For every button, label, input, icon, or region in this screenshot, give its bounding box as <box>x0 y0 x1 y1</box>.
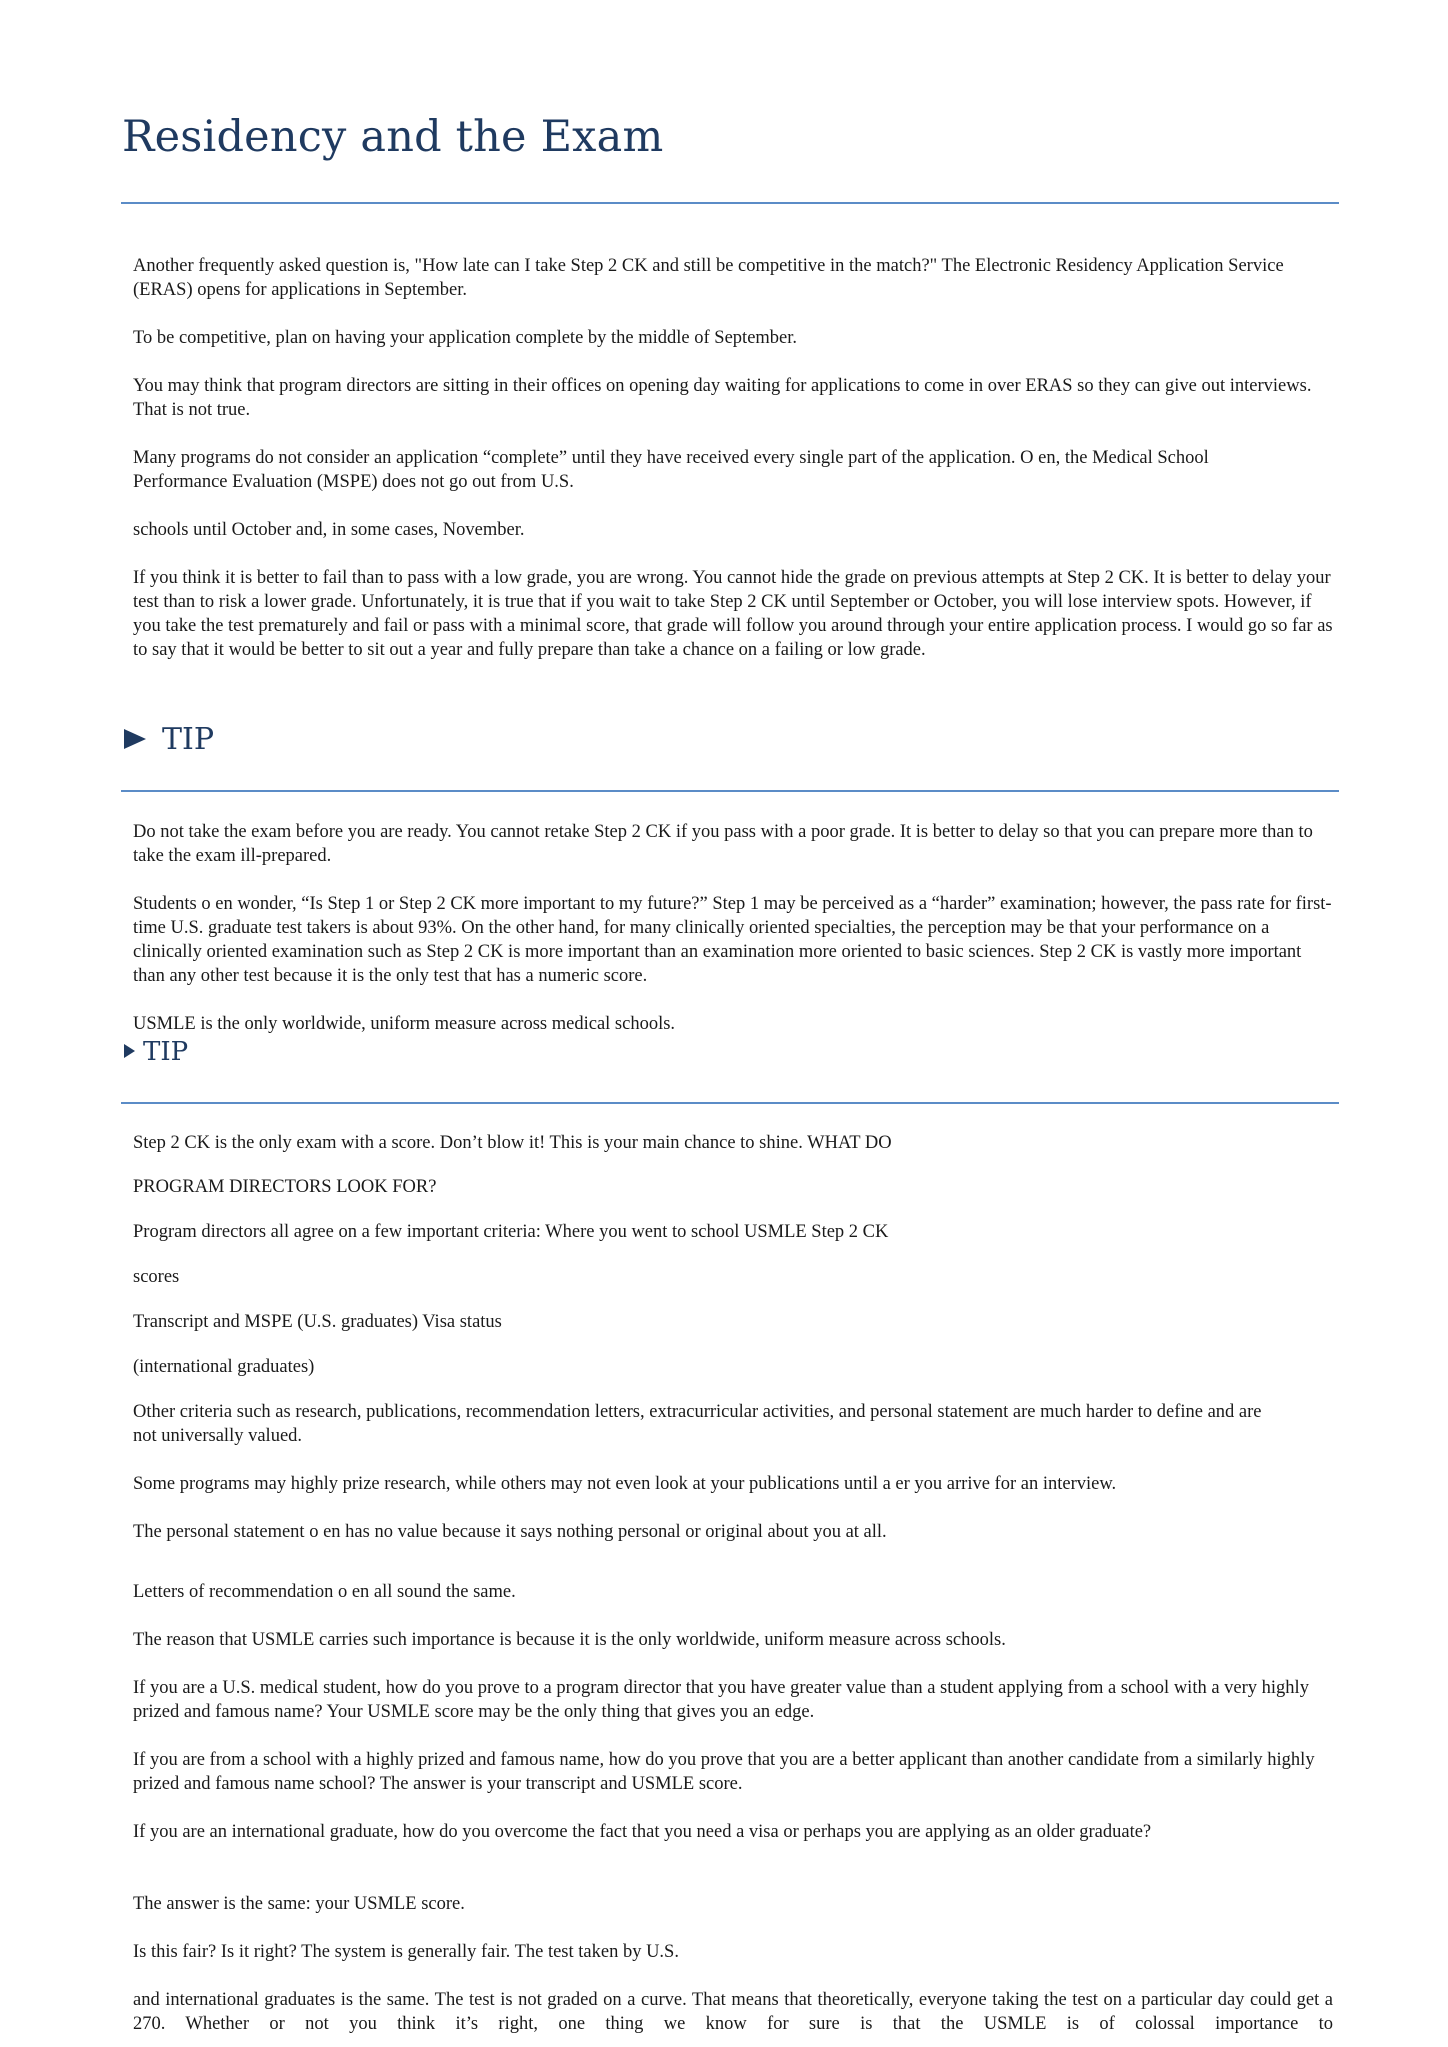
paragraph: Letters of recommendation o en all sound the same. <box>133 1582 516 1602</box>
tip-divider <box>121 790 1339 792</box>
paragraph: Program directors all agree on a few important criteria: Where you went to school USMLE Step 2 CK <box>133 1222 889 1242</box>
paragraph: and international graduates is the same. The test is not graded on a curve. That means that theoretically, everyone taking the test on a particular day could get a 270. Whether or not you think it’s right, one thing we know for sure is that the USMLE is of colossal importance to <box>133 1990 1333 2034</box>
paragraph: To be competitive, plan on having your application complete by the middle of September. <box>133 328 798 348</box>
tip-heading <box>124 722 214 757</box>
tip-label: TIP <box>143 1037 189 1067</box>
page-title: Residency and the Exam <box>122 112 664 162</box>
paragraph: Some programs may highly prize research, while others may not even look at your publications until a er you arrive for an interview. <box>133 1474 1117 1494</box>
title-divider <box>121 202 1339 204</box>
paragraph: The reason that USMLE carries such importance is because it is the only worldwide, uniform measure across schools. <box>133 1630 1006 1650</box>
paragraph: The answer is the same: your USMLE score. <box>133 1894 465 1914</box>
paragraph: schools until October and, in some cases, November. <box>133 520 525 540</box>
paragraph: You may think that program directors are sitting in their offices on opening day waiting for applications to come in over ERAS so they can give out interviews. That is not true. <box>133 376 1312 420</box>
paragraph: Step 2 CK is the only exam with a score. Don’t blow it! This is your main chance to shine. WHAT DO <box>133 1133 892 1153</box>
paragraph: If you are a U.S. medical student, how do you prove to a program director that you have greater value than a student applying from a school with a very highly prized and famous name? Your USMLE score may be the only thing that gives you an edge. <box>133 1678 1309 1722</box>
paragraph: PROGRAM DIRECTORS LOOK FOR? <box>133 1177 437 1197</box>
tip-divider <box>121 1102 1339 1104</box>
paragraph: Transcript and MSPE (U.S. graduates) Visa status <box>133 1312 502 1332</box>
play-arrow-icon <box>124 729 146 749</box>
paragraph: Many programs do not consider an application “complete” until they have received every single part of the application. O en, the Medical School Performance Evaluation (MSPE) does not go out from U.S. <box>133 448 1209 492</box>
paragraph: (international graduates) <box>133 1357 315 1377</box>
paragraph: The personal statement o en has no value because it says nothing personal or original about you at all. <box>133 1522 887 1542</box>
paragraph: If you are an international graduate, how do you overcome the fact that you need a visa or perhaps you are applying as an older graduate? <box>133 1822 1152 1842</box>
tip-label: TIP <box>162 722 215 757</box>
paragraph: Other criteria such as research, publications, recommendation letters, extracurricular activities, and personal statement are much harder to define and are not universally valued. <box>133 1402 1262 1446</box>
paragraph: If you are from a school with a highly prized and famous name, how do you prove that you are a better applicant than another candidate from a similarly highly prized and famous name school? The answer is your transcript and USMLE score. <box>133 1750 1315 1794</box>
paragraph: Is this fair? Is it right? The system is generally fair. The test taken by U.S. <box>133 1942 679 1962</box>
paragraph: If you think it is better to fail than to pass with a low grade, you are wrong. You cannot hide the grade on previous attempts at Step 2 CK. It is better to delay your test than to risk a lower grade. Unfortunately, it is true that if you wait to take Step 2 CK until September or October, you will lose interview spots. However, if you take the test prematurely and fail or pass with a minimal score, that grade will follow you around through your entire application process. I would go so far as to say that it would be better to sit out a year and fully prepare than take a chance on a failing or low grade. <box>133 568 1333 660</box>
paragraph: USMLE is the only worldwide, uniform measure across medical schools. <box>133 1014 676 1034</box>
paragraph: Students o en wonder, “Is Step 1 or Step 2 CK more important to my future?” Step 1 may be perceived as a “harder” examination; however, the pass rate for first-time U.S. graduate test takers is about 93%. On the other hand, for many clinically oriented specialties, the perception may be that your performance on a clinically oriented examination such as Step 2 CK is more important than an examination more oriented to basic sciences. Step 2 CK is vastly more important than any other test because it is the only test that has a numeric score. <box>133 894 1332 986</box>
tip-heading <box>124 1037 188 1067</box>
paragraph: Do not take the exam before you are ready. You cannot retake Step 2 CK if you pass with a poor grade. It is better to delay so that you can prepare more than to take the exam ill-prepared. <box>133 822 1313 866</box>
play-arrow-icon <box>124 1044 135 1058</box>
paragraph: Another frequently asked question is, "How late can I take Step 2 CK and still be competitive in the match?" The Electronic Residency Application Service (ERAS) opens for applications in September. <box>133 256 1284 300</box>
paragraph: scores <box>133 1267 180 1287</box>
